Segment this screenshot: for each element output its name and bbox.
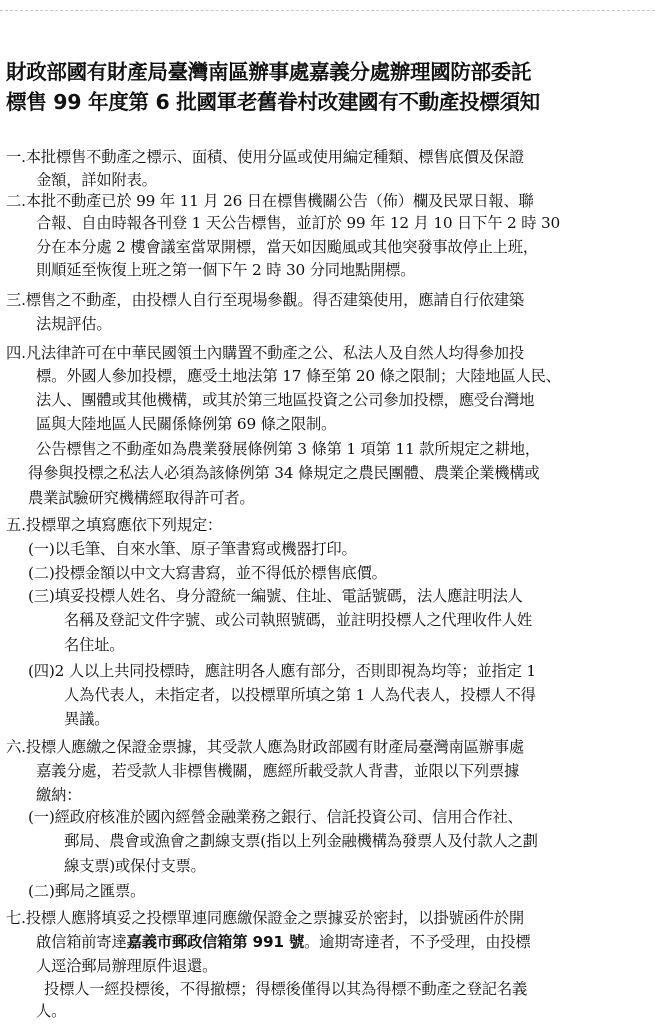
section-5-item-3-line-2: 名稱及登記文件字號、或公司執照號碼，並註明投標人之代理收件人姓 bbox=[64, 611, 533, 629]
section-4-paragraph-line-3: 農業試驗研究機構經取得許可者。 bbox=[28, 489, 255, 507]
section-4-paragraph-line-1: 公告標售之不動產如為農業發展條例第 3 條第 1 項第 11 款所規定之耕地， bbox=[36, 440, 540, 458]
section-2-line-2: 合報、自由時報各刊登 1 天公告標售，並訂於 99 年 12 月 10 日下午 2 時 30 bbox=[36, 214, 561, 232]
section-3-line-2: 法規評估。 bbox=[36, 315, 112, 333]
section-4-line-4: 區與大陸地區人民關係條例第 69 條之限制。 bbox=[36, 415, 337, 433]
section-3-line-1: 三.標售之不動產，由投標人自行至現場參觀。得否建築使用，應請自行依建築 bbox=[6, 291, 524, 309]
section-2-line-3: 分在本分處 2 樓會議室當眾開標，當天如因颱風或其他突發事故停止上班， bbox=[36, 238, 538, 256]
section-5-item-1: (一)以毛筆、自來水筆、原子筆書寫或機器打印。 bbox=[28, 540, 357, 558]
section-7-paragraph-line-2: 人。 bbox=[36, 1002, 67, 1020]
section-4-line-1: 四.凡法律許可在中華民國領土內購置不動產之公、私法人及自然人均得參加投 bbox=[6, 344, 524, 362]
section-4-line-3: 法人、團體或其他機構，或其於第三地區投資之公司參加投標，應受台灣地 bbox=[36, 391, 535, 409]
section-5-item-3-line-3: 名住址。 bbox=[64, 636, 125, 654]
section-7-line-1: 七.投標人應將填妥之投標單連同應繳保證金之票據妥於密封，以掛號函件於開 bbox=[6, 909, 524, 927]
section-4-line-2: 標。外國人參加投標，應受土地法第 17 條至第 20 條之限制；大陸地區人民、 bbox=[36, 367, 561, 385]
section-2-line-4: 則順延至恢復上班之第一個下午 2 時 30 分同地點開標。 bbox=[36, 261, 416, 279]
section-5-item-3-line-1: (三)填妥投標人姓名、身分證統一編號、住址、電話號碼，法人應註明法人 bbox=[28, 587, 523, 605]
postal-box-address: 嘉義市郵政信箱第 991 號 bbox=[126, 933, 305, 951]
section-5-item-4-line-2: 人為代表人，未指定者，以投標單所填之第 1 人為代表人，投標人不得 bbox=[64, 686, 536, 704]
section-6-line-3: 繳納： bbox=[36, 786, 82, 804]
document-title-line-1: 財政部國有財產局臺灣南區辦事處嘉義分處辦理國防部委託 bbox=[6, 60, 532, 84]
section-6-item-2: (二)郵局之匯票。 bbox=[28, 882, 146, 900]
section-7-line-2-start: 啟信箱前寄達 bbox=[36, 933, 127, 951]
scan-edge-divider bbox=[0, 0, 655, 11]
section-6-line-1: 六.投標人應繳之保證金票據，其受款人應為財政部國有財產局臺灣南區辦事處 bbox=[6, 738, 524, 756]
section-2-line-1: 二.本批不動產已於 99 年 11 月 26 日在標售機關公告（佈）欄及民眾日報、聯 bbox=[6, 192, 534, 210]
section-5-item-4-line-3: 異議。 bbox=[64, 710, 110, 728]
section-1-line-2: 金額，詳如附表。 bbox=[36, 171, 157, 189]
section-5-item-2: (二)投標金額以中文大寫書寫，並不得低於標售底價。 bbox=[28, 564, 387, 582]
section-6-item-1-line-3: 線支票)或保付支票。 bbox=[64, 857, 206, 875]
section-1-line-1: 一.本批標售不動產之標示、面積、使用分區或使用編定種類、標售底價及保證 bbox=[6, 148, 524, 166]
section-5-item-4-line-1: (四)2 人以上共同投標時，應註明各人應有部分，否則即視為均等；並指定 1 bbox=[28, 662, 536, 680]
section-4-paragraph-line-2: 得參與投標之私法人必須為該條例第 34 條規定之農民團體、農業企業機構或 bbox=[28, 464, 540, 482]
section-7-line-2 bbox=[36, 931, 531, 953]
section-6-item-1-line-1: (一)經政府核准於國內經營金融業務之銀行、信託投資公司、信用合作社、 bbox=[28, 808, 523, 826]
section-6-item-1-line-2: 郵局、農會或漁會之劃線支票(指以上列金融機構為發票人及付款人之劃 bbox=[64, 832, 538, 850]
section-6-line-2: 嘉義分處，若受款人非標售機關，應經所載受款人背書，並限以下列票據 bbox=[36, 762, 520, 780]
section-7-line-2-end: 。逾期寄達者，不予受理，由投標 bbox=[304, 933, 531, 951]
section-5-heading: 五.投標單之填寫應依下列規定： bbox=[6, 516, 223, 534]
document-title-line-2: 標售 99 年度第 6 批國軍老舊眷村改建國有不動產投標須知 bbox=[6, 90, 540, 114]
section-7-line-3: 人逕洽郵局辦理原件退還。 bbox=[36, 957, 218, 975]
section-7-paragraph-line-1: 投標人一經投標後，不得撤標；得標後僅得以其為得標不動產之登記名義 bbox=[44, 980, 528, 998]
